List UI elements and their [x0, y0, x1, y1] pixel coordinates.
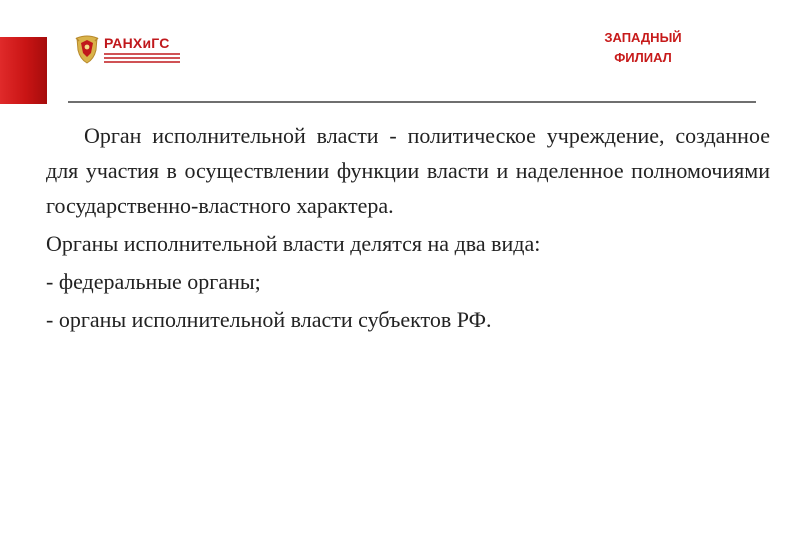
ranepa-eagle-emblem-icon	[74, 34, 100, 64]
list-item: - федеральные органы;	[46, 269, 261, 294]
logo-name: РАНХиГС	[104, 35, 170, 51]
branch-title-line: ФИЛИАЛ	[614, 50, 672, 65]
list-item: - органы исполнительной власти субъектов РФ.	[46, 307, 492, 332]
header-divider	[68, 101, 756, 103]
logo-caption-line	[104, 53, 180, 55]
branch-title-line: ЗАПАДНЫЙ	[604, 30, 682, 45]
logo-caption-line	[104, 61, 180, 63]
slide-content	[46, 118, 770, 337]
branch-title	[572, 28, 714, 68]
decorative-red-bar	[0, 37, 47, 104]
logo-caption-line	[104, 57, 180, 59]
definition-paragraph: Орган исполнительной власти - политическое учреждение, созданное для участия в осуществлении функции власти и наделенное полномочиями государственно-властного характера.	[46, 123, 770, 218]
ranepa-logo	[74, 34, 184, 66]
text-line: Органы исполнительной власти делятся на два вида:	[46, 231, 541, 256]
